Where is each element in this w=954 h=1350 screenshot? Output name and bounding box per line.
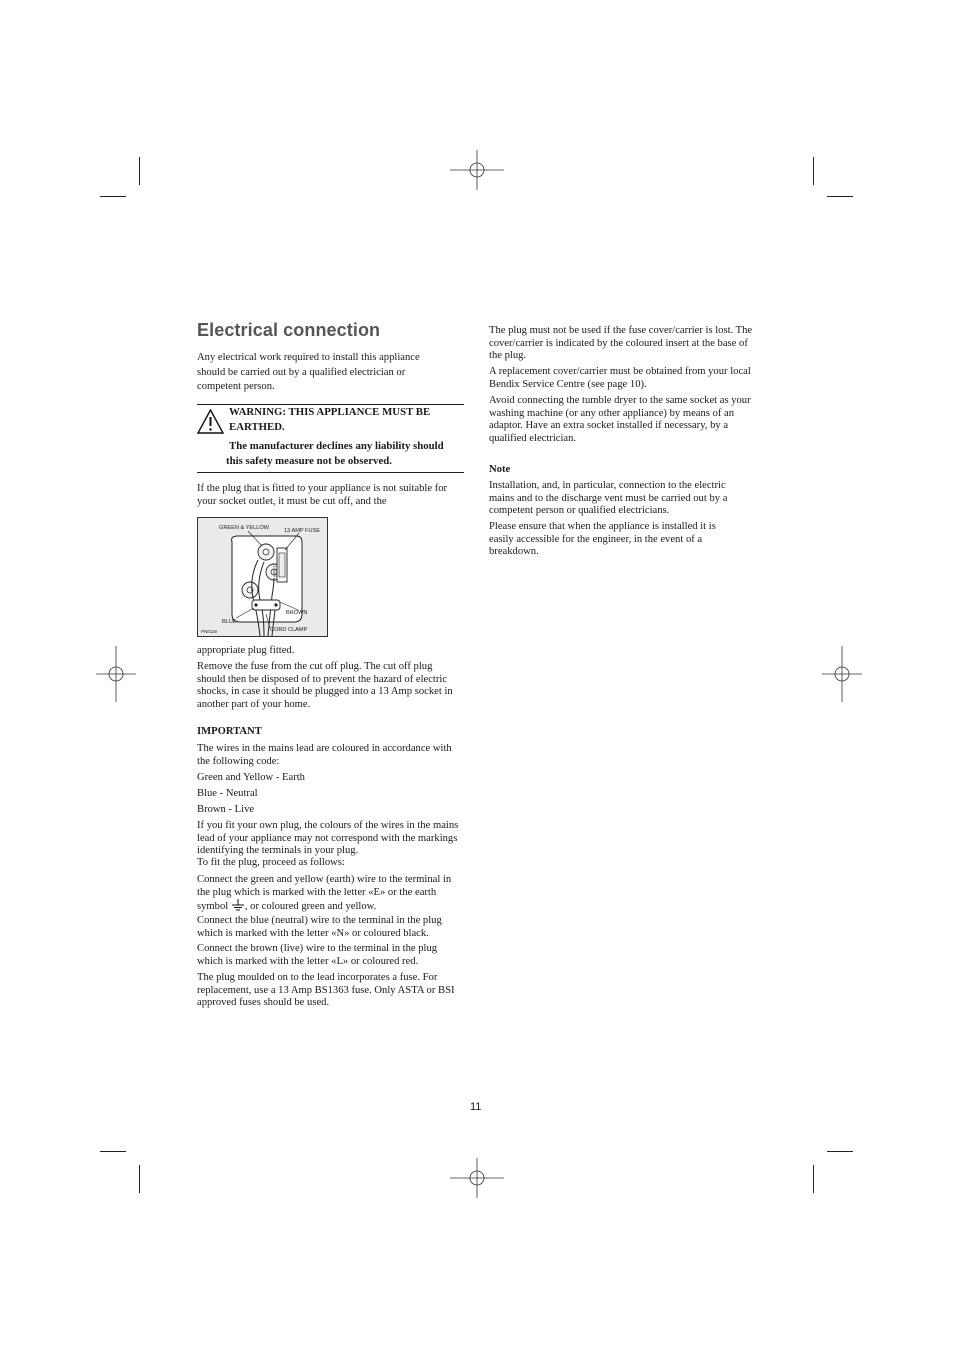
plug-illustration xyxy=(198,518,327,636)
crop-mark xyxy=(827,196,853,197)
warning-line: EARTHED. xyxy=(229,421,285,433)
plug-paragraph: If the plug that is fitted to your appliance is not suitable for your socket outlet, it must be cut off, and the xyxy=(197,483,448,507)
connect-green-paragraph xyxy=(197,874,462,914)
diagram-label: GREEN & YELLOW xyxy=(219,525,269,531)
page-title: Electrical connection xyxy=(197,320,381,340)
remove-fuse-paragraph: Remove the fuse from the cut off plug. The cut off plug should then be disposed of to prevent the hazard of electric shocks, in case it should be plugged into a 13 Amp socket in another part of your home. xyxy=(197,661,453,710)
ensure-paragraph: Please ensure that when the appliance is installed it is easily accessible for the engineer, in the event of a breakdown. xyxy=(489,521,716,558)
warning-line: WARNING: THIS APPLIANCE MUST BE xyxy=(229,406,431,418)
replacement-paragraph: A replacement cover/carrier must be obtained from your local Bendix Service Centre (see page 10). xyxy=(489,366,751,390)
warning-triangle-icon xyxy=(197,409,224,434)
important-heading: IMPORTANT xyxy=(197,726,262,737)
own-plug-paragraph: If you fit your own plug, the colours of the wires in the mains lead of your appliance may not correspond with the markings identifying the terminals in your plug. xyxy=(197,820,459,857)
crop-mark xyxy=(813,1165,814,1193)
earth-symbol-icon xyxy=(231,899,245,911)
moulded-plug-paragraph: The plug moulded on to the lead incorporates a fuse. For replacement, use a 13 Amp BS1363 fuse. Only ASTA or BSI approved fuses should be used. xyxy=(197,972,455,1009)
crop-mark xyxy=(813,157,814,185)
crop-mark xyxy=(827,1151,853,1152)
wire-code-neutral: Blue - Neutral xyxy=(197,788,258,799)
plug-wiring-diagram xyxy=(197,517,328,637)
wire-code-live: Brown - Live xyxy=(197,804,255,815)
wires-intro-paragraph: The wires in the mains lead are coloured in accordance with the following code: xyxy=(197,743,452,767)
warning-line: The manufacturer declines any liability should xyxy=(229,440,444,452)
warning-line: this safety measure not be observed. xyxy=(226,455,392,467)
avoid-paragraph: Avoid connecting the tumble dryer to the same socket as your washing machine (or any other appliance) by means of an adaptor. Have an extra socket installed if necessary, by a qualified electrician. xyxy=(489,395,751,444)
registration-mark-icon xyxy=(96,646,136,702)
crop-mark xyxy=(139,1165,140,1193)
fuse-cover-paragraph: The plug must not be used if the fuse cover/carrier is lost. The cover/carrier is indicated by the coloured insert at the base of the plug. xyxy=(489,325,753,362)
diagram-label: CORD CLAMP xyxy=(270,627,308,633)
registration-mark-icon xyxy=(450,1158,504,1198)
crop-mark xyxy=(100,1151,126,1152)
connect-green-text: Connect the green and yellow (earth) wire to the terminal in the plug which is marked with the letter «E» or the earth symbol xyxy=(197,874,452,913)
page-number: 11 xyxy=(470,1101,482,1113)
to-fit-line: To fit the plug, proceed as follows: xyxy=(197,857,345,868)
diagram-label: BLUE xyxy=(222,619,237,625)
connect-green-text-end: , or coloured green and yellow. xyxy=(244,901,377,913)
warning-bottom-rule xyxy=(197,472,464,473)
connect-blue-paragraph: Connect the blue (neutral) wire to the terminal in the plug which is marked with the letter «N» or coloured black. xyxy=(197,915,442,939)
note-paragraph: Installation, and, in particular, connection to the electric mains and to the discharge vent must be carried out by a competent person or qualified electricians. xyxy=(489,480,728,517)
crop-mark xyxy=(100,196,126,197)
wire-code-earth: Green and Yellow - Earth xyxy=(197,772,305,783)
diagram-label: 13 AMP xyxy=(272,563,277,578)
diagram-label: 13 AMP FUSE xyxy=(284,528,320,534)
registration-mark-icon xyxy=(822,646,862,702)
registration-mark-icon xyxy=(450,150,504,190)
diagram-label: BROWN xyxy=(286,610,308,616)
connect-brown-paragraph: Connect the brown (live) wire to the terminal in the plug which is marked with the letter «L» or coloured red. xyxy=(197,943,438,967)
diagram-label: PN012e xyxy=(201,629,218,634)
intro-paragraph: Any electrical work required to install this appliance should be carried out by a qualified electrician or competent person. xyxy=(197,352,420,392)
plug-paragraph-continued: appropriate plug fitted. xyxy=(197,645,295,656)
note-heading: Note xyxy=(489,464,511,475)
crop-mark xyxy=(139,157,140,185)
